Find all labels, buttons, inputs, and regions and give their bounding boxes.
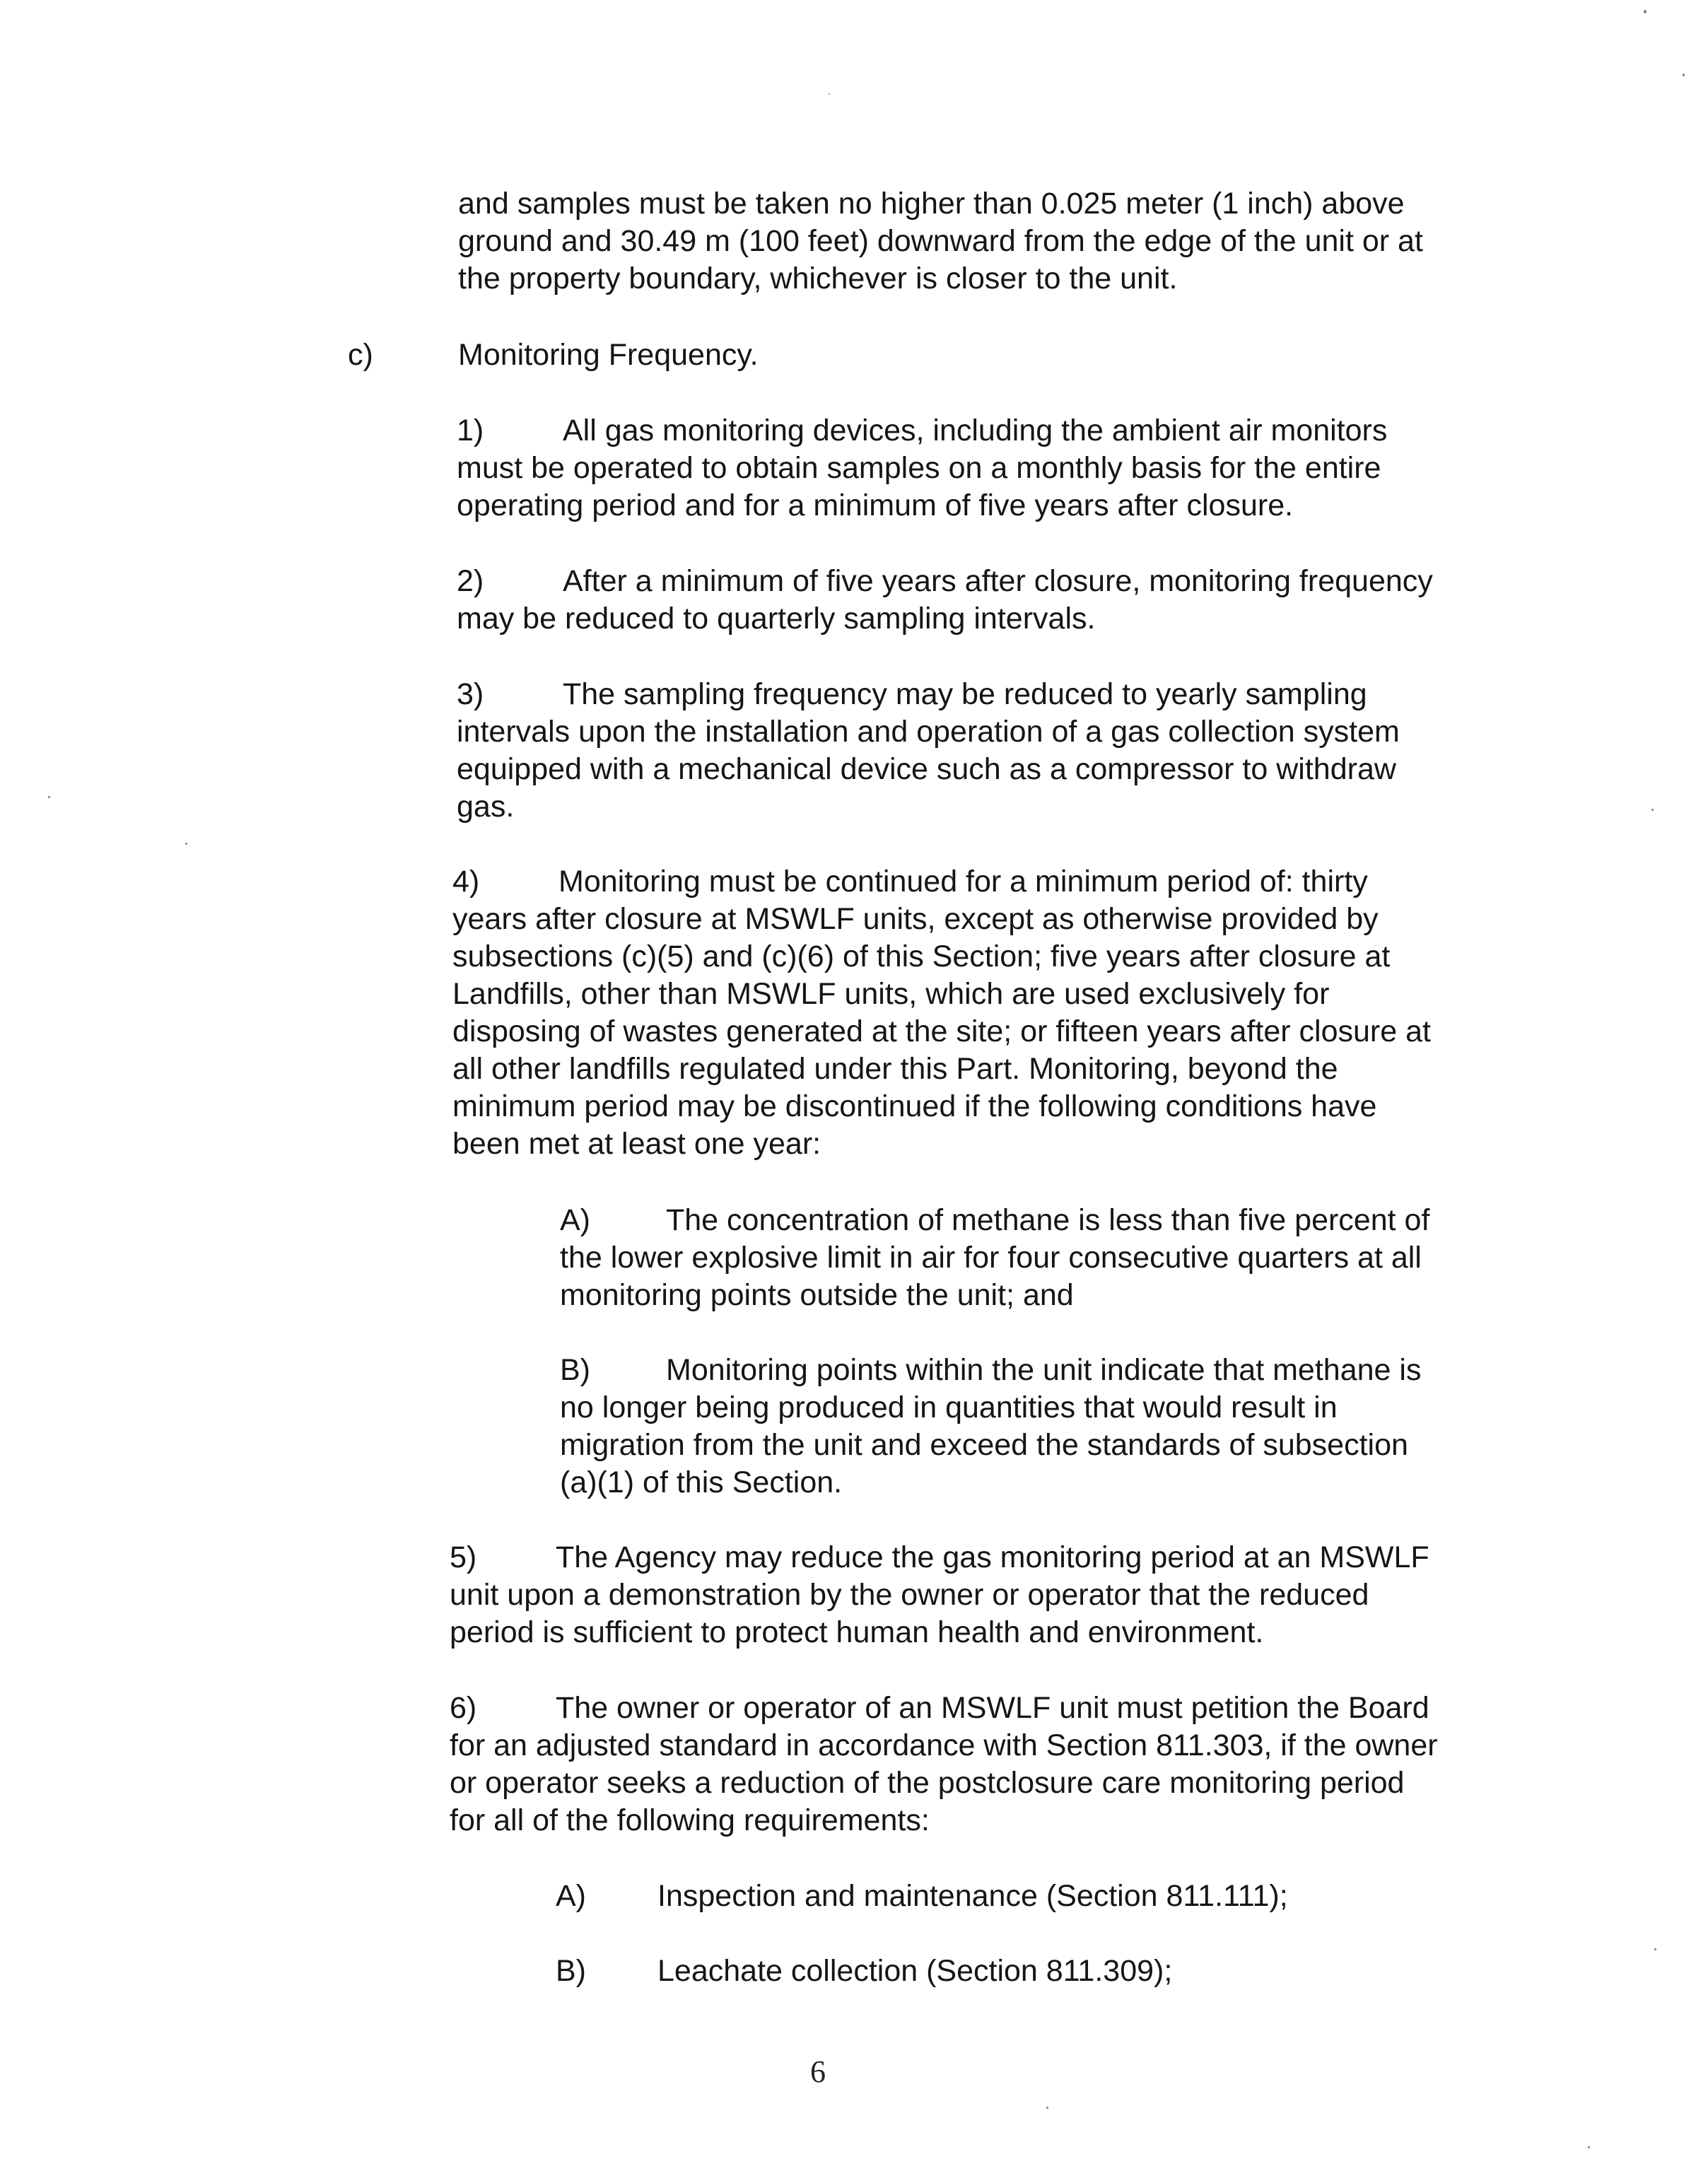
sub-item-text: The concentration of methane is less than five percent of the lower explosive limit in air for four consecutive quarters at all monitoring points outside the unit; and xyxy=(560,1203,1430,1312)
item-label: 3) xyxy=(457,677,484,711)
item-label: 5) xyxy=(450,1540,477,1574)
list-item xyxy=(457,563,1560,638)
section-c-label: c) xyxy=(348,338,373,372)
sub-item-label: B) xyxy=(556,1954,586,1988)
sub-item xyxy=(560,1352,1564,1502)
sub-item-label: B) xyxy=(560,1353,590,1387)
page-number: 6 xyxy=(810,2054,826,2089)
list-item xyxy=(457,412,1560,525)
item-text: After a minimum of five years after closure, monitoring frequency may be reduced to quarterly sampling intervals. xyxy=(457,564,1433,636)
item-label: 2) xyxy=(457,564,484,598)
sub-item-text: Inspection and maintenance (Section 811.111); xyxy=(657,1879,1288,1913)
sub-item-label: A) xyxy=(560,1203,590,1237)
item-text: The owner or operator of an MSWLF unit must petition the Board for an adjusted standard in accordance with Section 811.303, if the owner or operator seeks a reduction of the postclosure care monitoring period for all of the following requirements: xyxy=(450,1691,1438,1837)
list-item xyxy=(452,863,1569,1163)
intro-paragraph: and samples must be taken no higher than 0.025 meter (1 inch) above ground and 30.49 m (100 feet) downward from the edge of the unit or at the property boundary, whichever is closer to the unit. xyxy=(458,187,1423,295)
item-text: All gas monitoring devices, including the ambient air monitors must be operated to obtain samples on a monthly basis for the entire operating period and for a minimum of five years after closure. xyxy=(457,414,1388,522)
item-text: The sampling frequency may be reduced to yearly sampling intervals upon the installation and operation of a gas collection system equipped with a mechanical device such as a compressor to withdraw gas. xyxy=(457,677,1400,824)
scan-speck xyxy=(1644,10,1646,13)
sub-item-text: Monitoring points within the unit indicate that methane is no longer being produced in quantities that would result in migration from the unit and exceed the standards of subsection (a)(1) of this Section. xyxy=(560,1353,1422,1499)
scan-speck xyxy=(185,843,187,845)
sub-item-text: Leachate collection (Section 811.309); xyxy=(657,1954,1173,1988)
list-item xyxy=(457,676,1560,826)
sub-item xyxy=(556,1878,1545,1915)
sub-item xyxy=(560,1202,1564,1314)
section-c-title: Monitoring Frequency. xyxy=(458,338,759,372)
item-label: 6) xyxy=(450,1691,477,1725)
scan-speck xyxy=(1654,1948,1656,1950)
sub-item xyxy=(556,1953,1545,1990)
item-label: 1) xyxy=(457,414,484,447)
scan-speck xyxy=(1683,74,1685,76)
scan-speck xyxy=(829,93,830,95)
item-text: The Agency may reduce the gas monitoring period at an MSWLF unit upon a demonstration by the owner or operator that the reduced period is sufficient to protect human health and environment. xyxy=(450,1540,1429,1649)
scan-speck xyxy=(1651,809,1654,811)
list-item xyxy=(450,1690,1574,1839)
item-text: Monitoring must be continued for a minimum period of: thirty years after closure at MSWLF units, except as otherwise provided by subsections (c)(5) and (c)(6) of this Section; five years after closure at Landfills, other than MSWLF units, which are used exclusively for disposing of wastes generated at the site; or fifteen years after closure at all other landfills regulated under this Part. Monitoring, beyond the minimum period may be discontinued if the following conditions have been met at least one year: xyxy=(452,865,1431,1161)
scan-speck xyxy=(1046,2107,1048,2109)
scan-speck xyxy=(48,796,50,798)
sub-item-label: A) xyxy=(556,1879,586,1913)
list-item xyxy=(450,1539,1567,1651)
item-label: 4) xyxy=(452,865,480,899)
scan-speck xyxy=(1588,2146,1590,2148)
